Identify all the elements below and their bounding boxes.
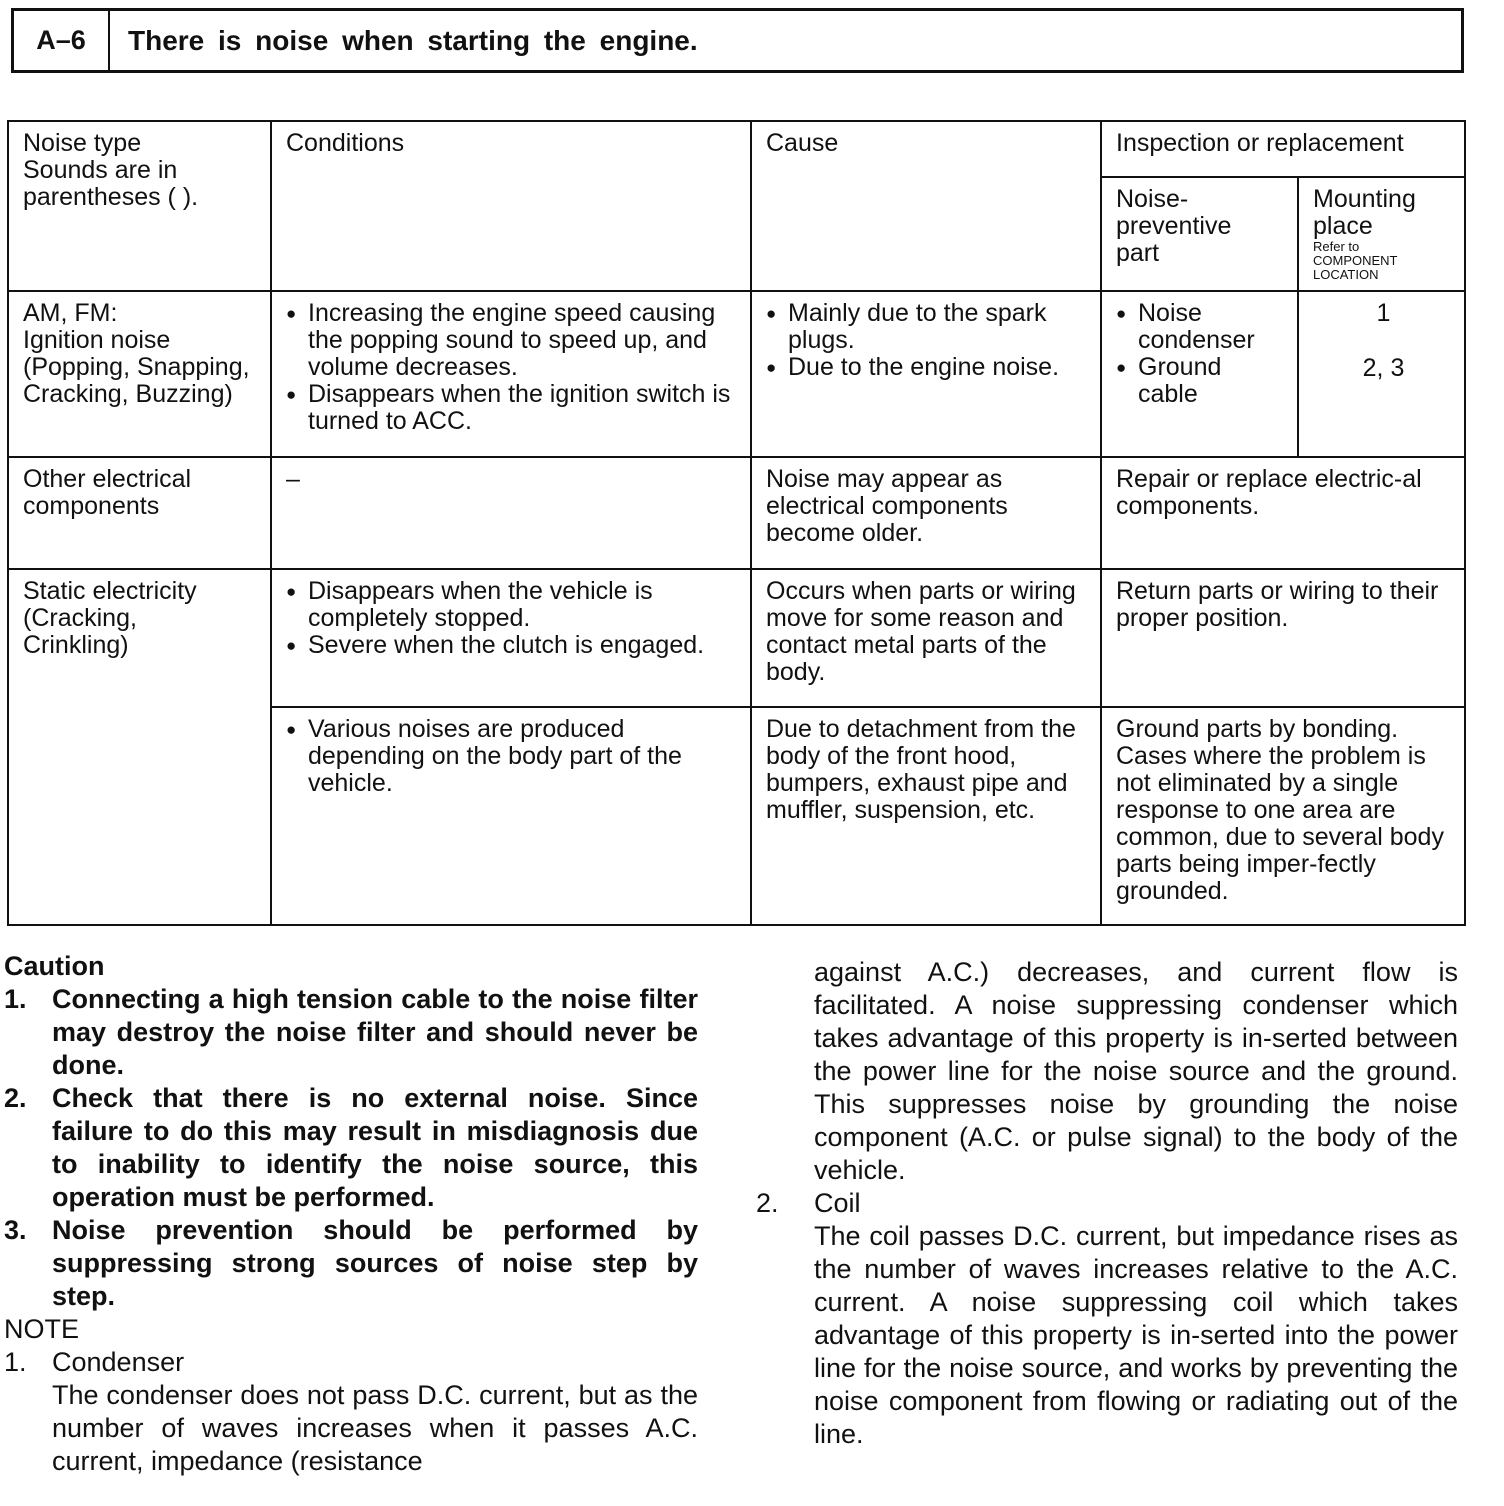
table-row: [8, 291, 1465, 457]
list-item: ● Disappears when the vehicle is completely stopped.: [286, 578, 740, 632]
list-item: ● Due to the engine noise.: [766, 354, 1090, 381]
header-inspection: Inspection or replacement: [1101, 121, 1465, 177]
noise-type-cell: Static electricity (Cracking, Crinkling): [8, 569, 271, 925]
list-item: ● Increasing the engine speed causing the popping sound to speed up, and volume decreases.: [286, 300, 740, 381]
note-item: 1. Condenser: [4, 1347, 185, 1377]
header-cause: Cause: [751, 121, 1101, 291]
caution-item: 1. Connecting a high tension cable to the noise filter may destroy the noise filter and should never be done.: [4, 984, 698, 1080]
section-title: There is noise when starting the engine.: [128, 24, 698, 56]
header-mounting: Mounting place Refer to COMPONENT LOCATION: [1298, 177, 1465, 291]
list-item: ● Ground cable: [1116, 354, 1287, 408]
table-row: [8, 569, 1465, 707]
cause-cell: Noise may appear as electrical components become older.: [751, 457, 1101, 569]
noise-table: [7, 120, 1466, 926]
noise-type-cell: Other electrical components: [8, 457, 271, 569]
cause-cell: [751, 291, 1101, 457]
note-text: against A.C.) decreases, and current flow is facilitated. A noise suppressing condenser which takes advantage of this property is in-serted between the power line for the noise source and the ground. This suppresses noise by grounding the noise component (A.C. or pulse signal) to the body of the vehicle.: [814, 957, 1458, 1185]
note-text: The condenser does not pass D.C. current, but as the number of waves increases when it passes A.C. current, impedance (resistance: [52, 1380, 698, 1476]
mounting-cell: 1 2, 3: [1298, 291, 1465, 457]
section-code: A–6: [14, 11, 110, 70]
note-item: 2. Coil: [756, 1188, 861, 1218]
list-item: ● Disappears when the ignition switch is turned to ACC.: [286, 381, 740, 435]
section-header: [11, 8, 1464, 73]
parts-cell: [1101, 291, 1298, 457]
noise-type-cell: AM, FM: Ignition noise (Popping, Snapping, Cracking, Buzzing): [8, 291, 271, 457]
caution-title: Caution: [4, 951, 105, 981]
list-item: ● Severe when the clutch is engaged.: [286, 632, 740, 659]
cause-cell: Due to detachment from the body of the front hood, bumpers, exhaust pipe and muffler, suspension, etc.: [751, 707, 1101, 925]
caution-item: 2. Check that there is no external noise. Since failure to do this may result in misdiagnosis due to inability to identify the noise source, this operation must be performed.: [4, 1083, 698, 1212]
left-column: [4, 950, 698, 1478]
list-item: ● Various noises are produced depending on the body part of the vehicle.: [286, 716, 740, 797]
cause-cell: Occurs when parts or wiring move for some reason and contact metal parts of the body.: [751, 569, 1101, 707]
conditions-cell: –: [271, 457, 751, 569]
caution-item: 3. Noise prevention should be performed by suppressing strong sources of noise step by step.: [4, 1215, 698, 1311]
inspection-cell: Repair or replace electric-al components.: [1101, 457, 1465, 569]
table-row: [8, 457, 1465, 569]
conditions-cell: [271, 291, 751, 457]
header-noise-type: Noise type Sounds are in parentheses ( ).: [8, 121, 271, 291]
header-conditions: Conditions: [271, 121, 751, 291]
conditions-cell: [271, 569, 751, 707]
inspection-cell: Ground parts by bonding. Cases where the problem is not eliminated by a single response to one area are common, due to several body parts being imper-fectly grounded.: [1101, 707, 1465, 925]
inspection-cell: Return parts or wiring to their proper position.: [1101, 569, 1465, 707]
conditions-cell: [271, 707, 751, 925]
list-item: ● Noise condenser: [1116, 300, 1287, 354]
note-text: The coil passes D.C. current, but impedance rises as the number of waves increases relative to the A.C. current. A noise suppressing coil which takes advantage of this property is in-serted into the power line for the noise source, and works by preventing the noise component from flowing or radiating out of the line.: [814, 1221, 1458, 1449]
header-noise-part: Noise- preventive part: [1101, 177, 1298, 291]
list-item: ● Mainly due to the spark plugs.: [766, 300, 1090, 354]
note-title: NOTE: [4, 1314, 80, 1344]
right-column: [756, 956, 1458, 1451]
